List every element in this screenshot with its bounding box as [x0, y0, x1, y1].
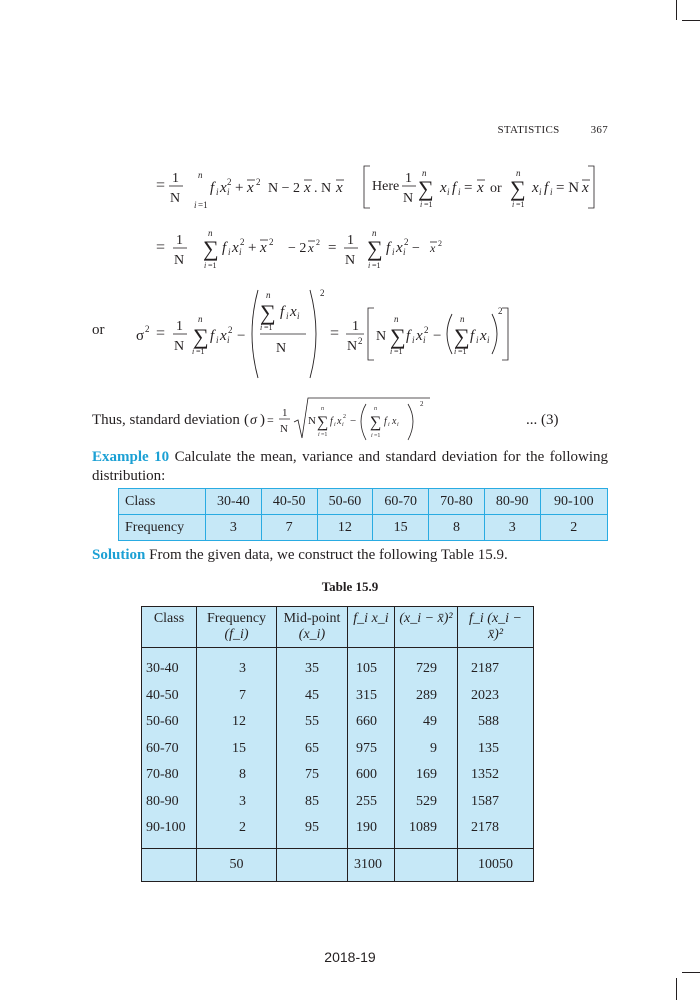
- svg-text:x: x: [247, 180, 254, 196]
- cell-weighted-deviation-squared: 1352: [458, 762, 534, 789]
- svg-text:+: +: [235, 180, 244, 196]
- sigma-squared-render: [134, 284, 514, 384]
- svg-text:x: x: [260, 240, 267, 256]
- class-cell: 80-90: [484, 489, 540, 515]
- cell-fx: 255: [348, 789, 395, 816]
- svg-text:x: x: [582, 180, 589, 196]
- page-number: 367: [590, 124, 608, 136]
- svg-text:x: x: [532, 180, 539, 196]
- cell-weighted-deviation-squared: 2023: [458, 683, 534, 710]
- cell-frequency: 8: [197, 762, 277, 789]
- svg-text:n: n: [394, 314, 399, 324]
- svg-text:N: N: [170, 191, 181, 206]
- svg-text:1: 1: [352, 319, 359, 334]
- thus-standard-deviation-label: Thus, standard deviation: [92, 412, 240, 428]
- cell-midpoint: 85: [277, 789, 348, 816]
- svg-text:i: i: [342, 422, 344, 428]
- example-10-paragraph: [92, 448, 608, 486]
- svg-text:− 2: − 2: [288, 241, 307, 256]
- frequency-cell: 8: [429, 515, 485, 541]
- svg-text:x: x: [416, 328, 423, 344]
- svg-text:2: 2: [228, 325, 233, 335]
- svg-text:i: i: [476, 335, 479, 345]
- svg-text:i: i: [192, 347, 195, 356]
- frequency-cell: 12: [317, 515, 373, 541]
- svg-text:i: i: [318, 432, 320, 438]
- cell-class: 70-80: [142, 762, 197, 789]
- header-deviation-squared: (x_i − x̄)²: [395, 607, 458, 648]
- svg-text:N − 2: N − 2: [268, 181, 301, 196]
- page-footer-year: 2018-19: [324, 949, 376, 965]
- cell-frequency: 15: [197, 736, 277, 763]
- frequency-row: [119, 515, 608, 541]
- svg-text:Here: Here: [372, 179, 400, 194]
- svg-text:x: x: [220, 180, 227, 196]
- table-row: [142, 736, 534, 763]
- svg-text:=1: =1: [458, 347, 467, 356]
- svg-text:f: f: [384, 416, 387, 427]
- svg-text:∑: ∑: [317, 414, 329, 431]
- svg-text:x: x: [304, 180, 311, 196]
- svg-text:x: x: [396, 240, 403, 256]
- svg-text:n: n: [422, 168, 427, 178]
- svg-text:1: 1: [176, 319, 183, 334]
- table-15-9: [141, 606, 534, 882]
- cell-class: 30-40: [142, 648, 197, 683]
- svg-text:2: 2: [420, 400, 424, 408]
- svg-text:x: x: [480, 328, 487, 344]
- table-row: [142, 815, 534, 848]
- class-cell: 60-70: [373, 489, 429, 515]
- svg-text:x: x: [392, 416, 397, 427]
- svg-text:i: i: [228, 247, 231, 257]
- svg-text:i: i: [420, 200, 423, 209]
- svg-text:=: =: [156, 325, 166, 342]
- standard-deviation-render: [242, 394, 438, 446]
- svg-text:N: N: [174, 253, 185, 268]
- cell-class: 60-70: [142, 736, 197, 763]
- svg-text:−: −: [350, 415, 357, 427]
- svg-text:f: f: [210, 180, 215, 196]
- cell-midpoint: 95: [277, 815, 348, 848]
- svg-text:N: N: [276, 341, 287, 356]
- svg-text:N: N: [174, 339, 185, 354]
- equation-1-render: [150, 160, 600, 216]
- svg-text:f: f: [470, 328, 475, 344]
- svg-text:x: x: [430, 241, 436, 255]
- svg-text:i: i: [239, 247, 242, 257]
- svg-text:f: f: [210, 328, 215, 344]
- total-frequency: 50: [197, 848, 277, 881]
- svg-text:f: f: [330, 416, 333, 427]
- svg-text:i: i: [194, 200, 197, 210]
- svg-text:or: or: [490, 181, 502, 196]
- svg-text:2: 2: [316, 238, 320, 247]
- svg-text:2: 2: [343, 414, 346, 420]
- svg-text:=1: =1: [196, 347, 205, 356]
- svg-text:i: i: [371, 433, 373, 439]
- svg-text:i: i: [539, 187, 542, 197]
- header-frequency-symbol: (f_i): [224, 627, 249, 642]
- class-cell: 50-60: [317, 489, 373, 515]
- svg-text:i: i: [403, 247, 406, 257]
- cell-midpoint: 55: [277, 709, 348, 736]
- table-row: [142, 683, 534, 710]
- cell-weighted-deviation-squared: 588: [458, 709, 534, 736]
- cell-deviation-squared: 169: [395, 762, 458, 789]
- table-row: [142, 709, 534, 736]
- svg-text:i: i: [487, 335, 490, 345]
- cell-deviation-squared: 529: [395, 789, 458, 816]
- class-cell: 40-50: [261, 489, 317, 515]
- svg-text:=1: =1: [321, 432, 328, 438]
- svg-text:f: f: [280, 304, 285, 320]
- solution-label: Solution: [92, 547, 146, 563]
- svg-text:2: 2: [240, 237, 245, 247]
- svg-text:=1: =1: [198, 200, 208, 210]
- table-row: [142, 648, 534, 683]
- cell-frequency: 3: [197, 648, 277, 683]
- svg-text:=1: =1: [394, 347, 403, 356]
- frequency-cell: 7: [261, 515, 317, 541]
- solution-paragraph: [92, 546, 608, 565]
- svg-text:N: N: [347, 339, 358, 354]
- svg-text:=1: =1: [372, 261, 381, 270]
- svg-text:2: 2: [498, 306, 503, 316]
- example-label: Example 10: [92, 449, 170, 465]
- svg-text:+: +: [248, 240, 257, 256]
- svg-text:2: 2: [424, 325, 429, 335]
- class-cell: 30-40: [206, 489, 262, 515]
- svg-text:x: x: [290, 304, 297, 320]
- svg-text:∑: ∑: [193, 324, 209, 349]
- svg-text:x: x: [477, 180, 484, 196]
- svg-text:n: n: [208, 228, 213, 238]
- class-row: [119, 489, 608, 515]
- svg-text:i: i: [286, 311, 289, 321]
- cell-fx: 660: [348, 709, 395, 736]
- header-midpoint-label: Mid-point: [283, 611, 341, 626]
- svg-text:=1: =1: [424, 200, 433, 209]
- cell-midpoint: 65: [277, 736, 348, 763]
- svg-text:2: 2: [404, 237, 409, 247]
- crop-mark-top: [676, 0, 677, 20]
- cell-fx: 315: [348, 683, 395, 710]
- total-weighted-deviation-squared: 10050: [458, 848, 534, 881]
- crop-mark-bottom-h: [682, 972, 700, 973]
- svg-text:N: N: [403, 191, 414, 206]
- svg-text:f: f: [386, 240, 391, 256]
- svg-text:1: 1: [172, 171, 179, 186]
- svg-text:i: i: [454, 347, 457, 356]
- svg-text:x: x: [232, 240, 239, 256]
- svg-text:n: n: [460, 314, 465, 324]
- cell-frequency: 12: [197, 709, 277, 736]
- cell-fx: 190: [348, 815, 395, 848]
- svg-text:i: i: [388, 422, 390, 428]
- cell-weighted-deviation-squared: 1587: [458, 789, 534, 816]
- svg-text:=1: =1: [516, 200, 525, 209]
- svg-text:n: n: [266, 290, 271, 300]
- cell-weighted-deviation-squared: 135: [458, 736, 534, 763]
- cell-deviation-squared: 49: [395, 709, 458, 736]
- svg-text:i: i: [260, 323, 263, 332]
- section-title: STATISTICS: [497, 124, 560, 136]
- svg-text:N: N: [308, 415, 316, 427]
- cell-weighted-deviation-squared: 2187: [458, 648, 534, 683]
- svg-text:N: N: [345, 253, 356, 268]
- svg-text:∑: ∑: [510, 176, 526, 201]
- svg-text:): ): [260, 412, 265, 428]
- svg-text:i: i: [204, 261, 207, 270]
- svg-text:N: N: [376, 329, 387, 344]
- svg-text:−: −: [433, 328, 442, 344]
- svg-text:2: 2: [438, 239, 442, 248]
- cell-frequency: 3: [197, 789, 277, 816]
- cell-midpoint: 35: [277, 648, 348, 683]
- example-text: Calculate the mean, variance and standard deviation for the following distribution:: [92, 449, 609, 484]
- svg-text:i: i: [334, 422, 336, 428]
- total-fx: 3100: [348, 848, 395, 881]
- svg-text:n: n: [374, 406, 377, 412]
- header-frequency: [197, 607, 277, 648]
- cell-class: 50-60: [142, 709, 197, 736]
- svg-text:∑: ∑: [454, 324, 470, 349]
- svg-text:i: i: [458, 187, 461, 197]
- class-cell: 70-80: [429, 489, 485, 515]
- crop-mark-bottom: [676, 978, 677, 1000]
- frequency-cell: 15: [373, 515, 429, 541]
- svg-text:x: x: [308, 240, 314, 255]
- svg-text:−: −: [412, 241, 420, 256]
- cell-frequency: 2: [197, 815, 277, 848]
- equation-number: ... (3): [526, 412, 559, 428]
- distribution-table: [118, 488, 608, 541]
- cell-frequency: 7: [197, 683, 277, 710]
- table-row: [142, 762, 534, 789]
- svg-text:=1: =1: [208, 261, 217, 270]
- cell-class: 40-50: [142, 683, 197, 710]
- svg-text:i: i: [512, 200, 515, 209]
- or-label: or: [92, 322, 105, 338]
- cell-class: 80-90: [142, 789, 197, 816]
- svg-text:i: i: [227, 335, 230, 345]
- header-midpoint-symbol: (x_i): [298, 627, 326, 642]
- header-fx: f_i x_i: [348, 607, 395, 648]
- svg-text:−: −: [237, 328, 246, 344]
- svg-text:n: n: [372, 228, 377, 238]
- svg-text:N: N: [280, 423, 288, 435]
- svg-text:σ: σ: [136, 328, 145, 344]
- svg-text:i: i: [390, 347, 393, 356]
- svg-text:(: (: [244, 412, 249, 428]
- svg-text:2: 2: [145, 324, 150, 334]
- svg-text:i: i: [227, 187, 230, 197]
- svg-text:∑: ∑: [260, 300, 276, 325]
- header-row: [142, 607, 534, 648]
- cell-weighted-deviation-squared: 2178: [458, 815, 534, 848]
- total-midpoint-empty: [277, 848, 348, 881]
- svg-text:f: f: [452, 180, 457, 196]
- class-cell: 90-100: [540, 489, 607, 515]
- svg-text:i: i: [297, 311, 300, 321]
- crop-mark-top-h: [682, 20, 700, 21]
- svg-text:i: i: [216, 187, 219, 197]
- svg-text:2: 2: [269, 237, 274, 247]
- header-frequency-label: Frequency: [206, 611, 267, 626]
- solution-text: From the given data, we construct the following Table 15.9.: [149, 547, 508, 563]
- frequency-cell: 3: [484, 515, 540, 541]
- svg-text:f: f: [544, 180, 549, 196]
- cell-fx: 105: [348, 648, 395, 683]
- svg-text:=: =: [330, 325, 340, 342]
- totals-row: [142, 848, 534, 881]
- svg-text:1: 1: [176, 233, 183, 248]
- svg-text:∑: ∑: [203, 236, 219, 261]
- svg-text:i: i: [412, 335, 415, 345]
- cell-midpoint: 45: [277, 683, 348, 710]
- running-header: [498, 124, 609, 136]
- svg-text:i: i: [447, 187, 450, 197]
- svg-text:n: n: [516, 168, 521, 178]
- equation-2-render: [150, 224, 470, 274]
- svg-text:∑: ∑: [418, 176, 434, 201]
- svg-text:. N: . N: [314, 181, 332, 196]
- table-row: [142, 789, 534, 816]
- svg-text:x: x: [337, 416, 342, 427]
- svg-text:x: x: [220, 328, 227, 344]
- svg-text:1: 1: [405, 171, 412, 186]
- svg-text:=: =: [267, 413, 274, 427]
- svg-text:i: i: [368, 261, 371, 270]
- svg-text:2: 2: [256, 177, 261, 187]
- frequency-row-label: Frequency: [119, 515, 206, 541]
- svg-text:n: n: [198, 170, 203, 180]
- header-class: Class: [142, 607, 197, 648]
- class-row-label: Class: [119, 489, 206, 515]
- svg-text:=1: =1: [374, 433, 381, 439]
- svg-text:∑: ∑: [390, 324, 406, 349]
- svg-text:=: =: [156, 177, 166, 194]
- header-midpoint: [277, 607, 348, 648]
- svg-text:i: i: [216, 335, 219, 345]
- svg-text:i: i: [423, 335, 426, 345]
- cell-midpoint: 75: [277, 762, 348, 789]
- svg-text:1: 1: [347, 233, 354, 248]
- cell-deviation-squared: 729: [395, 648, 458, 683]
- cell-deviation-squared: 9: [395, 736, 458, 763]
- svg-text:x: x: [440, 180, 447, 196]
- svg-text:=: =: [328, 240, 337, 256]
- svg-text:f: f: [222, 240, 227, 256]
- frequency-cell: 2: [540, 515, 607, 541]
- svg-text:σ: σ: [250, 413, 257, 428]
- svg-text:n: n: [198, 314, 203, 324]
- table-title: Table 15.9: [321, 579, 379, 594]
- svg-text:i: i: [392, 247, 395, 257]
- svg-text:=: =: [156, 239, 166, 256]
- svg-text:=1: =1: [264, 323, 273, 332]
- svg-text:2: 2: [358, 336, 363, 346]
- svg-text:∑: ∑: [370, 414, 382, 431]
- cell-deviation-squared: 1089: [395, 815, 458, 848]
- svg-text:1: 1: [282, 407, 288, 419]
- svg-text:= N: = N: [556, 180, 580, 196]
- frequency-cell: 3: [206, 515, 262, 541]
- svg-text:i: i: [397, 422, 399, 428]
- cell-fx: 975: [348, 736, 395, 763]
- header-weighted-deviation-squared: f_i (x_i − x̄)²: [458, 607, 534, 648]
- cell-fx: 600: [348, 762, 395, 789]
- svg-text:n: n: [321, 406, 324, 412]
- cell-deviation-squared: 289: [395, 683, 458, 710]
- cell-class: 90-100: [142, 815, 197, 848]
- svg-text:=: =: [464, 180, 473, 196]
- svg-text:2: 2: [320, 288, 325, 298]
- svg-text:f: f: [406, 328, 411, 344]
- svg-text:i: i: [550, 187, 553, 197]
- svg-text:∑: ∑: [367, 236, 383, 261]
- svg-text:x: x: [336, 180, 343, 196]
- total-deviation-empty: [395, 848, 458, 881]
- svg-text:2: 2: [227, 177, 232, 187]
- total-class-empty: [142, 848, 197, 881]
